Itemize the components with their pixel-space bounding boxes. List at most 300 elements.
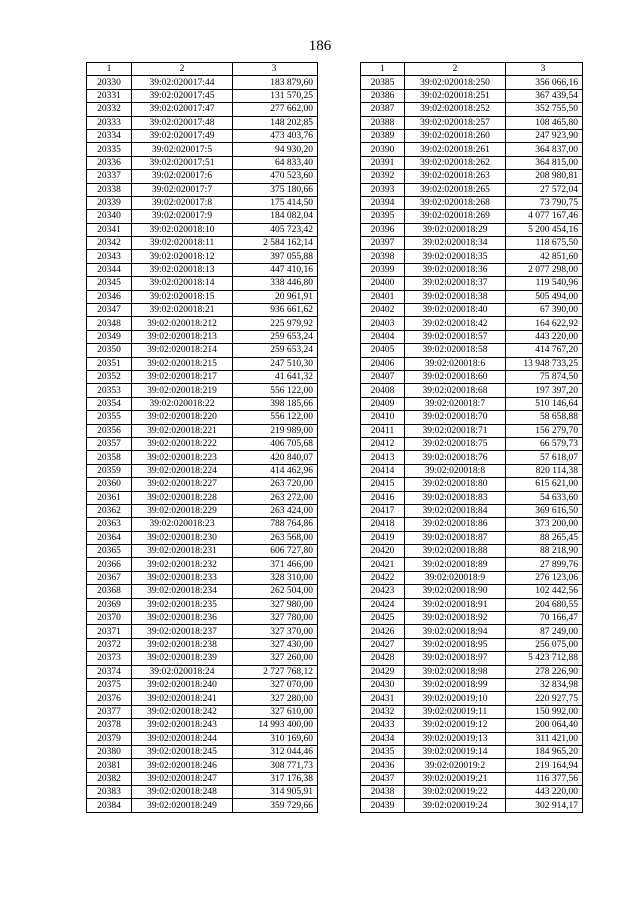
cadastral-number-cell: 39:02:020017:8 [132,196,233,209]
table-row [87,759,318,772]
row-number-cell: 20374 [87,665,132,678]
value-cell: 352 755,50 [506,103,583,116]
cadastral-number-cell: 39:02:020018:230 [132,531,233,544]
table-row [361,478,583,491]
row-number-cell: 20345 [87,277,132,290]
table-row [361,143,583,156]
cadastral-number-cell: 39:02:020018:95 [405,638,506,651]
value-cell: 338 446,80 [233,277,318,290]
cadastral-number-cell: 39:02:020018:88 [405,545,506,558]
row-number-cell: 20391 [361,156,405,169]
row-number-cell: 20332 [87,103,132,116]
table-row [361,103,583,116]
row-number-cell: 20377 [87,705,132,718]
row-number-cell: 20403 [361,317,405,330]
value-cell: 447 410,16 [233,263,318,276]
cadastral-number-cell: 39:02:020017:6 [132,170,233,183]
value-cell: 788 764,86 [233,518,318,531]
value-cell: 131 570,25 [233,89,318,102]
column-header: 3 [506,63,583,76]
value-cell: 263 568,00 [233,531,318,544]
cadastral-number-cell: 39:02:020018:24 [132,665,233,678]
cadastral-number-cell: 39:02:020018:34 [405,237,506,250]
table-row [87,772,318,785]
value-cell: 58 658,88 [506,411,583,424]
cadastral-number-cell: 39:02:020018:223 [132,451,233,464]
value-cell: 314 905,91 [233,786,318,799]
row-number-cell: 20389 [361,129,405,142]
cadastral-number-cell: 39:02:020018:241 [132,692,233,705]
cadastral-number-cell: 39:02:020019:22 [405,786,506,799]
register-table-right [360,62,583,813]
table-row [87,799,318,812]
value-cell: 302 914,17 [506,799,583,812]
value-cell: 4 077 167,46 [506,210,583,223]
page-number: 186 [308,38,332,54]
cadastral-number-cell: 39:02:020018:246 [132,759,233,772]
column-header: 1 [87,63,132,76]
table-row [361,424,583,437]
table-row [87,437,318,450]
value-cell: 369 616,50 [506,504,583,517]
table-row [361,585,583,598]
cadastral-number-cell: 39:02:020018:235 [132,598,233,611]
value-cell: 510 146,64 [506,397,583,410]
table-row [87,89,318,102]
value-cell: 308 771,73 [233,759,318,772]
table-row [361,370,583,383]
table-row [361,772,583,785]
value-cell: 119 540,96 [506,277,583,290]
row-number-cell: 20434 [361,732,405,745]
column-header: 3 [233,63,318,76]
row-number-cell: 20349 [87,330,132,343]
value-cell: 375 180,66 [233,183,318,196]
table-header-row [87,63,318,76]
table-row [87,786,318,799]
table-row [87,384,318,397]
row-number-cell: 20421 [361,558,405,571]
cadastral-number-cell: 39:02:020018:219 [132,384,233,397]
cadastral-number-cell: 39:02:020018:262 [405,156,506,169]
value-cell: 310 169,60 [233,732,318,745]
table-row [87,183,318,196]
value-cell: 367 439,54 [506,89,583,102]
value-cell: 88 265,45 [506,531,583,544]
table-row [361,558,583,571]
table-row [361,464,583,477]
cadastral-number-cell: 39:02:020018:248 [132,786,233,799]
row-number-cell: 20435 [361,745,405,758]
row-number-cell: 20365 [87,545,132,558]
table-row [361,304,583,317]
table-row [87,196,318,209]
row-number-cell: 20407 [361,370,405,383]
cadastral-number-cell: 39:02:020019:24 [405,799,506,812]
table-row [361,652,583,665]
value-cell: 373 200,00 [506,518,583,531]
cadastral-number-cell: 39:02:020018:22 [132,397,233,410]
value-cell: 183 879,60 [233,76,318,89]
cadastral-number-cell: 39:02:020018:213 [132,330,233,343]
cadastral-number-cell: 39:02:020018:57 [405,330,506,343]
value-cell: 259 653,24 [233,344,318,357]
cadastral-number-cell: 39:02:020018:29 [405,223,506,236]
value-cell: 263 424,00 [233,504,318,517]
value-cell: 443 220,00 [506,330,583,343]
table-row [87,652,318,665]
cadastral-number-cell: 39:02:020018:76 [405,451,506,464]
cadastral-number-cell: 39:02:020018:260 [405,129,506,142]
cadastral-number-cell: 39:02:020019:12 [405,719,506,732]
cadastral-number-cell: 39:02:020018:232 [132,558,233,571]
table-row [87,638,318,651]
row-number-cell: 20382 [87,772,132,785]
cadastral-number-cell: 39:02:020018:58 [405,344,506,357]
row-number-cell: 20348 [87,317,132,330]
row-number-cell: 20398 [361,250,405,263]
cadastral-number-cell: 39:02:020018:83 [405,491,506,504]
cadastral-number-cell: 39:02:020018:233 [132,571,233,584]
table-row [361,759,583,772]
row-number-cell: 20361 [87,491,132,504]
table-row [361,250,583,263]
cadastral-number-cell: 39:02:020018:75 [405,437,506,450]
table-row [87,237,318,250]
row-number-cell: 20337 [87,170,132,183]
value-cell: 184 965,20 [506,745,583,758]
cadastral-number-cell: 39:02:020018:215 [132,357,233,370]
column-header: 1 [361,63,405,76]
value-cell: 263 272,00 [233,491,318,504]
value-cell: 259 653,24 [233,330,318,343]
cadastral-number-cell: 39:02:020018:99 [405,678,506,691]
table-row [87,732,318,745]
table-row [361,571,583,584]
table-row [87,263,318,276]
table-row [87,317,318,330]
row-number-cell: 20392 [361,170,405,183]
row-number-cell: 20405 [361,344,405,357]
row-number-cell: 20415 [361,478,405,491]
cadastral-number-cell: 39:02:020018:12 [132,250,233,263]
table-row [361,129,583,142]
table-row [87,558,318,571]
value-cell: 200 064,40 [506,719,583,732]
cadastral-number-cell: 39:02:020019:10 [405,692,506,705]
cadastral-number-cell: 39:02:020018:80 [405,478,506,491]
row-number-cell: 20341 [87,223,132,236]
row-number-cell: 20350 [87,344,132,357]
value-cell: 67 390,00 [506,304,583,317]
table-row [361,705,583,718]
table-row [361,277,583,290]
value-cell: 27 899,76 [506,558,583,571]
column-header: 2 [132,63,233,76]
row-number-cell: 20347 [87,304,132,317]
value-cell: 57 618,07 [506,451,583,464]
table-row [87,625,318,638]
table-row [87,156,318,169]
row-number-cell: 20433 [361,719,405,732]
table-row [87,518,318,531]
cadastral-number-cell: 39:02:020017:44 [132,76,233,89]
row-number-cell: 20336 [87,156,132,169]
cadastral-number-cell: 39:02:020018:268 [405,196,506,209]
row-number-cell: 20420 [361,545,405,558]
value-cell: 32 834,98 [506,678,583,691]
row-number-cell: 20406 [361,357,405,370]
cadastral-number-cell: 39:02:020018:7 [405,397,506,410]
value-cell: 2 727 768,12 [233,665,318,678]
table-row [87,424,318,437]
table-row [87,464,318,477]
value-cell: 156 279,70 [506,424,583,437]
cadastral-number-cell: 39:02:020018:222 [132,437,233,450]
cadastral-number-cell: 39:02:020019:11 [405,705,506,718]
row-number-cell: 20437 [361,772,405,785]
table-row [361,625,583,638]
table-row [361,116,583,129]
cadastral-number-cell: 39:02:020018:257 [405,116,506,129]
table-row [361,384,583,397]
row-number-cell: 20331 [87,89,132,102]
row-number-cell: 20388 [361,116,405,129]
row-number-cell: 20368 [87,585,132,598]
row-number-cell: 20367 [87,571,132,584]
cadastral-number-cell: 39:02:020017:49 [132,129,233,142]
table-row [87,210,318,223]
value-cell: 197 397,20 [506,384,583,397]
row-number-cell: 20390 [361,143,405,156]
cadastral-number-cell: 39:02:020018:242 [132,705,233,718]
table-row [361,437,583,450]
table-row [87,531,318,544]
cadastral-number-cell: 39:02:020018:38 [405,290,506,303]
table-row [87,370,318,383]
table-header-row [361,63,583,76]
value-cell: 262 504,00 [233,585,318,598]
value-cell: 556 122,00 [233,384,318,397]
table-row [361,638,583,651]
row-number-cell: 20376 [87,692,132,705]
row-number-cell: 20359 [87,464,132,477]
cadastral-number-cell: 39:02:020018:9 [405,571,506,584]
value-cell: 247 510,30 [233,357,318,370]
value-cell: 184 082,04 [233,210,318,223]
table-row [361,692,583,705]
value-cell: 94 930,20 [233,143,318,156]
row-number-cell: 20431 [361,692,405,705]
value-cell: 2 077 298,00 [506,263,583,276]
row-number-cell: 20364 [87,531,132,544]
value-cell: 398 185,66 [233,397,318,410]
cadastral-number-cell: 39:02:020018:10 [132,223,233,236]
cadastral-number-cell: 39:02:020018:238 [132,638,233,651]
table-row [87,344,318,357]
value-cell: 327 430,00 [233,638,318,651]
cadastral-number-cell: 39:02:020019:13 [405,732,506,745]
table-row [361,357,583,370]
table-row [361,89,583,102]
cadastral-number-cell: 39:02:020018:249 [132,799,233,812]
row-number-cell: 20428 [361,652,405,665]
value-cell: 204 680,55 [506,598,583,611]
value-cell: 73 790,75 [506,196,583,209]
table-row [361,504,583,517]
column-header: 2 [405,63,506,76]
cadastral-number-cell: 39:02:020019:21 [405,772,506,785]
value-cell: 364 815,00 [506,156,583,169]
value-cell: 312 044,46 [233,745,318,758]
value-cell: 64 833,40 [233,156,318,169]
row-number-cell: 20429 [361,665,405,678]
row-number-cell: 20439 [361,799,405,812]
row-number-cell: 20394 [361,196,405,209]
value-cell: 54 633,60 [506,491,583,504]
row-number-cell: 20425 [361,612,405,625]
cadastral-number-cell: 39:02:020018:239 [132,652,233,665]
cadastral-number-cell: 39:02:020018:227 [132,478,233,491]
value-cell: 5 200 454,16 [506,223,583,236]
cadastral-number-cell: 39:02:020018:70 [405,411,506,424]
value-cell: 87 249,00 [506,625,583,638]
value-cell: 470 523,60 [233,170,318,183]
row-number-cell: 20380 [87,745,132,758]
cadastral-number-cell: 39:02:020017:45 [132,89,233,102]
value-cell: 108 465,80 [506,116,583,129]
cadastral-number-cell: 39:02:020018:247 [132,772,233,785]
row-number-cell: 20385 [361,76,405,89]
value-cell: 70 166,47 [506,612,583,625]
cadastral-number-cell: 39:02:020018:94 [405,625,506,638]
value-cell: 219 989,00 [233,424,318,437]
table-row [87,330,318,343]
value-cell: 443 220,00 [506,786,583,799]
value-cell: 936 661,62 [233,304,318,317]
value-cell: 256 075,00 [506,638,583,651]
table-row [87,678,318,691]
cadastral-number-cell: 39:02:020017:7 [132,183,233,196]
cadastral-number-cell: 39:02:020017:51 [132,156,233,169]
cadastral-number-cell: 39:02:020018:252 [405,103,506,116]
cadastral-number-cell: 39:02:020018:35 [405,250,506,263]
table-row [361,170,583,183]
value-cell: 414 462,96 [233,464,318,477]
cadastral-number-cell: 39:02:020018:97 [405,652,506,665]
value-cell: 278 226,90 [506,665,583,678]
table-row [361,223,583,236]
row-number-cell: 20422 [361,571,405,584]
row-number-cell: 20397 [361,237,405,250]
row-number-cell: 20413 [361,451,405,464]
row-number-cell: 20355 [87,411,132,424]
value-cell: 102 442,56 [506,585,583,598]
value-cell: 327 280,00 [233,692,318,705]
table-row [87,290,318,303]
cadastral-number-cell: 39:02:020018:90 [405,585,506,598]
cadastral-number-cell: 39:02:020018:37 [405,277,506,290]
row-number-cell: 20416 [361,491,405,504]
cadastral-number-cell: 39:02:020018:269 [405,210,506,223]
row-number-cell: 20357 [87,437,132,450]
row-number-cell: 20427 [361,638,405,651]
table-row [361,237,583,250]
cadastral-number-cell: 39:02:020018:89 [405,558,506,571]
row-number-cell: 20410 [361,411,405,424]
value-cell: 175 414,50 [233,196,318,209]
table-row [87,491,318,504]
cadastral-number-cell: 39:02:020018:21 [132,304,233,317]
row-number-cell: 20436 [361,759,405,772]
cadastral-number-cell: 39:02:020018:92 [405,612,506,625]
value-cell: 405 723,42 [233,223,318,236]
row-number-cell: 20371 [87,625,132,638]
value-cell: 364 837,00 [506,143,583,156]
cadastral-number-cell: 39:02:020018:68 [405,384,506,397]
value-cell: 820 114,38 [506,464,583,477]
value-cell: 327 260,00 [233,652,318,665]
row-number-cell: 20344 [87,263,132,276]
table-row [361,76,583,89]
value-cell: 150 992,00 [506,705,583,718]
row-number-cell: 20343 [87,250,132,263]
row-number-cell: 20358 [87,451,132,464]
row-number-cell: 20373 [87,652,132,665]
table-row [87,612,318,625]
table-row [361,678,583,691]
table-row [87,277,318,290]
row-number-cell: 20351 [87,357,132,370]
cadastral-number-cell: 39:02:020018:265 [405,183,506,196]
row-number-cell: 20362 [87,504,132,517]
row-number-cell: 20424 [361,598,405,611]
row-number-cell: 20363 [87,518,132,531]
row-number-cell: 20387 [361,103,405,116]
row-number-cell: 20395 [361,210,405,223]
table-row [361,732,583,745]
row-number-cell: 20399 [361,263,405,276]
row-number-cell: 20338 [87,183,132,196]
cadastral-number-cell: 39:02:020018:40 [405,304,506,317]
value-cell: 219 164,94 [506,759,583,772]
register-table-left-body [87,63,318,813]
row-number-cell: 20379 [87,732,132,745]
table-row [87,103,318,116]
value-cell: 473 403,76 [233,129,318,142]
cadastral-number-cell: 39:02:020018:42 [405,317,506,330]
row-number-cell: 20360 [87,478,132,491]
row-number-cell: 20426 [361,625,405,638]
table-row [87,598,318,611]
table-row [87,411,318,424]
row-number-cell: 20432 [361,705,405,718]
cadastral-number-cell: 39:02:020017:9 [132,210,233,223]
cadastral-number-cell: 39:02:020018:220 [132,411,233,424]
value-cell: 27 572,04 [506,183,583,196]
cadastral-number-cell: 39:02:020018:98 [405,665,506,678]
cadastral-number-cell: 39:02:020018:13 [132,263,233,276]
row-number-cell: 20369 [87,598,132,611]
cadastral-number-cell: 39:02:020018:236 [132,612,233,625]
value-cell: 220 927,75 [506,692,583,705]
row-number-cell: 20330 [87,76,132,89]
cadastral-number-cell: 39:02:020018:86 [405,518,506,531]
value-cell: 615 621,00 [506,478,583,491]
cadastral-number-cell: 39:02:020018:240 [132,678,233,691]
value-cell: 317 176,38 [233,772,318,785]
cadastral-number-cell: 39:02:020018:36 [405,263,506,276]
